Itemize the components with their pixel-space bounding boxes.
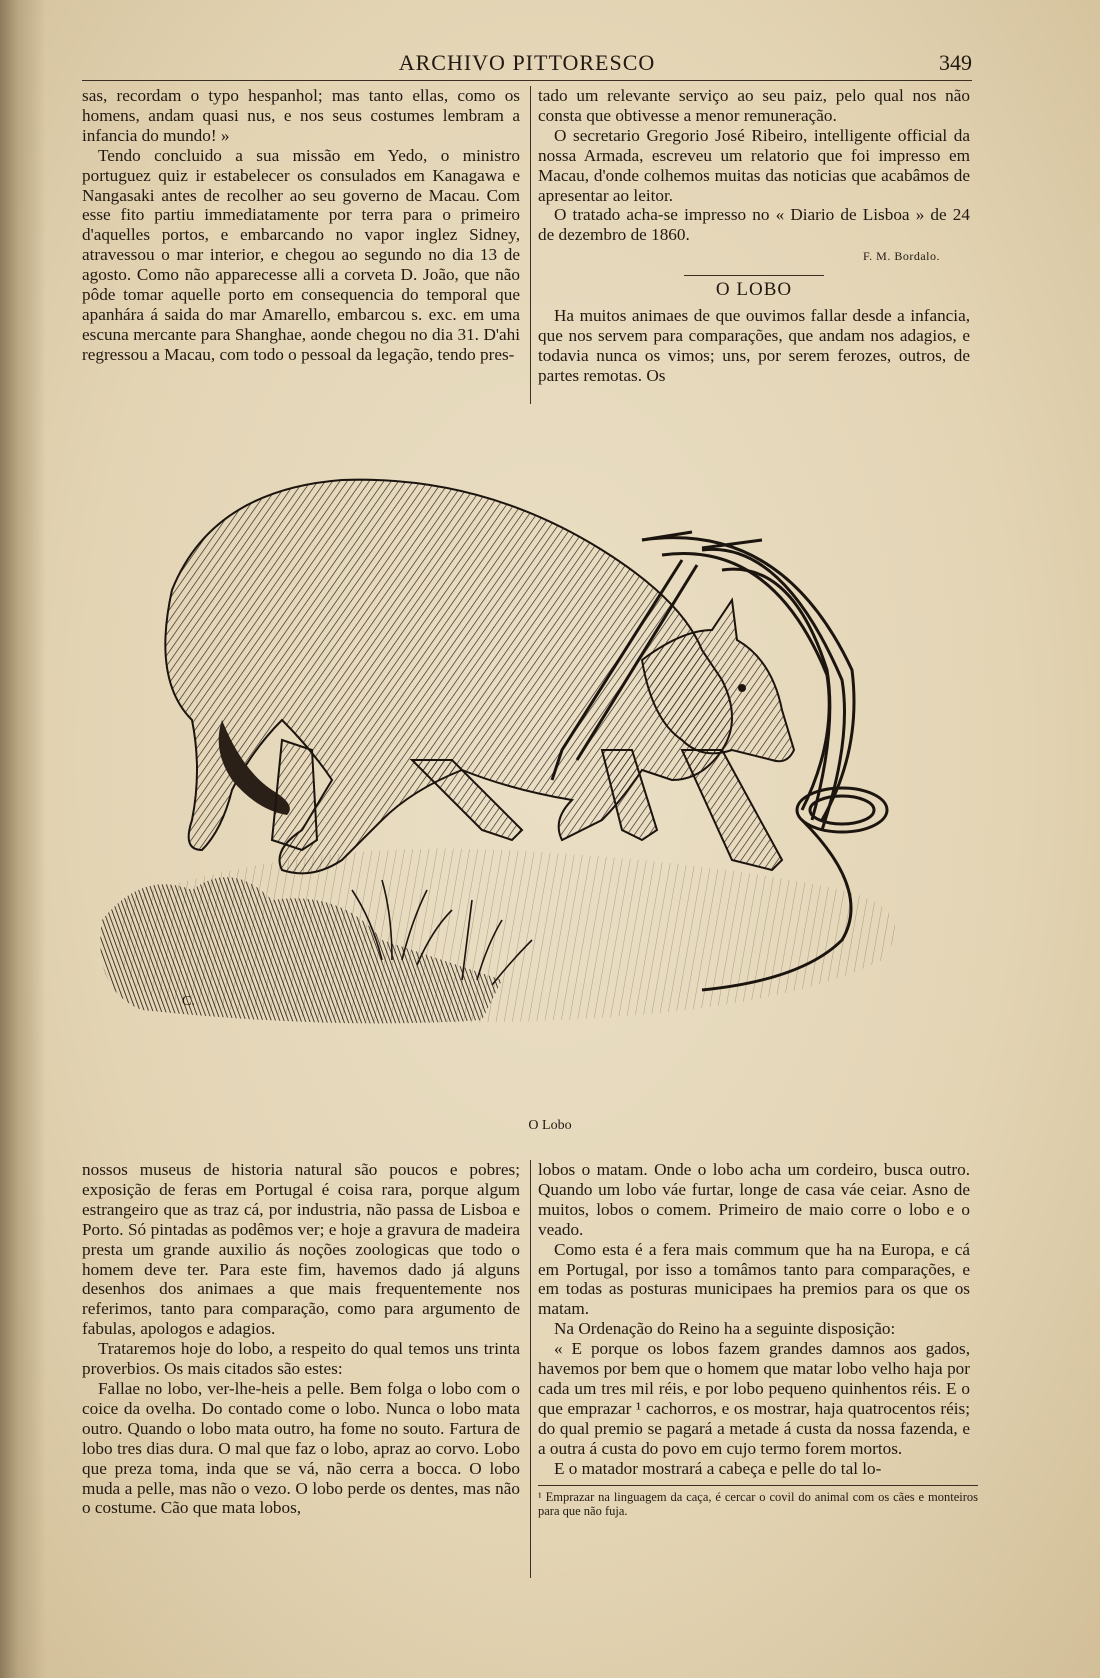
paragraph: Trataremos hoje do lobo, a respeito do qual temos uns trinta proverbios. Os mais citados são estes:: [82, 1339, 520, 1379]
column-rule: [530, 86, 531, 404]
paragraph: nossos museus de historia natural são poucos e pobres; exposição de feras em Portugal é coisa rara, porque algum estrangeiro que as traz cá, por industria, não passa de Lisboa e Porto. Só pintadas as podêmos ver; e hoje a gravura de madeira presta um grande auxilio ás noções zoologicas que todo o homem deve ter. Para este fim, havemos dado já alguns desenhos dos animaes a que mais frequentemente nos referimos, tanto para comparação, como para argumento de fabulas, apologos e adagios.: [82, 1160, 520, 1339]
wolf-eye: [738, 684, 746, 692]
paragraph: Como esta é a fera mais commum que ha na Europa, e cá em Portugal, por isso a tomâmos tanto para comparações, e em todas as posturas municipaes ha premios para os que os matam.: [538, 1239, 970, 1319]
wolf-in-trap-engraving: [82, 420, 972, 1060]
paragraph: Tendo concluido a sua missão em Yedo, o ministro portuguez quiz ir estabelecer os consulados em Kanagawa e Nangasaki antes de recolher ao seu governo de Macau. Com esse fito partiu immediatamente por terra para o primeiro d'aquelles portos, e embarcando no vapor inglez Sidney, atravessou o mar interior, e chegou ao segundo no dia 13 de agosto. Como não apparecesse alli a corveta D. João, que não pôde tomar aquelle porto em consequencia do temporal que apanhára á saida do mar Amarello, embarcou s. exc. em uma escuna mercante para Shanghae, aonde chegou no dia 31. D'ahi regressou a Macau, com todo o pessoal da legação, tendo pres-: [82, 145, 520, 364]
author-signature: F. M. Bordalo.: [862, 249, 940, 264]
engraver-initial: C.: [182, 994, 195, 1009]
paragraph: O secretario Gregorio José Ribeiro, intelligente official da nossa Armada, escreveu um relatorio que foi impresso em Macau, d'onde colhemos muitas das noticias que acabâmos de apresentar ao leitor.: [538, 125, 970, 205]
top-right-column: [538, 86, 970, 386]
paragraph: O tratado acha-se impresso no « Diario de Lisboa » de 24 de dezembro de 1860.: [538, 205, 970, 245]
publication-title: ARCHIVO PITTORESCO: [398, 50, 656, 75]
paragraph: tado um relevante serviço ao seu paiz, pelo qual nos não consta que obtivesse a menor remuneração.: [538, 86, 970, 125]
running-header: [82, 50, 972, 81]
paragraph: Fallae no lobo, ver-lhe-heis a pelle. Bem folga o lobo com o coice da ovelha. Do contado come o lobo. Nunca o lobo mata outro. Quando o lobo mata outro, ha fome no souto. Fartura de lobo tres dias dura. O mal que faz o lobo, apraz ao corvo. Lobo que preza toma, inda que se vá, não cerra a bocca. O lobo muda a pelle, mas não o vezo. O lobo perde os dentes, mas não o costume. Cão que mata lobos,: [82, 1378, 520, 1518]
binding-shadow: [0, 0, 46, 1678]
article-separator: [684, 275, 824, 276]
paragraph: E o matador mostrará a cabeça e pelle do tal lo-: [554, 1458, 882, 1478]
bottom-left-column: [82, 1160, 520, 1518]
bottom-right-column: [538, 1160, 978, 1518]
column-rule: [530, 1160, 531, 1578]
top-left-column: [82, 86, 520, 365]
paragraph: Ha muitos animaes de que ouvimos fallar desde a infancia, que nos servem para comparações, que andam nos adagios, e todavia nunca os vimos; uns, por serem ferozes, outros, de partes remotas. Os: [538, 306, 970, 385]
paragraph: lobos o matam. Onde o lobo acha um cordeiro, busca outro. Quando um lobo váe furtar, longe de casa váe ceiar. Asno de muitos, lobos o comem. Primeiro de maio corre o lobo e o veado.: [538, 1160, 970, 1239]
paragraph: Na Ordenação do Reino ha a seguinte disposição:: [554, 1319, 896, 1339]
figure-caption: O Lobo: [528, 1118, 572, 1133]
footnote: ¹ Emprazar na linguagem da caça, é cercar o covil do animal com os cães e monteiros para que não fuja.: [538, 1485, 978, 1518]
paragraph: sas, recordam o typo hespanhol; mas tanto ellas, como os homens, andam quasi nus, e nos seus costumes lembram a infancia do mundo! »: [82, 86, 520, 145]
paragraph: « E porque os lobos fazem grandes damnos aos gados, havemos por bem que o homem que matar lobo velho haja por cada um tres mil réis, e por lobo pequeno quinhentos réis. E o que emprazar ¹ cachorros, e os mostrar, haja quatrocentos réis; do qual premio se pagará a metade á custa da nossa fazenda, e a outra á custa do povo em cujo termo forem mortos.: [538, 1339, 970, 1458]
article-title: O LOBO: [715, 279, 793, 301]
page-number: 349: [939, 50, 972, 75]
